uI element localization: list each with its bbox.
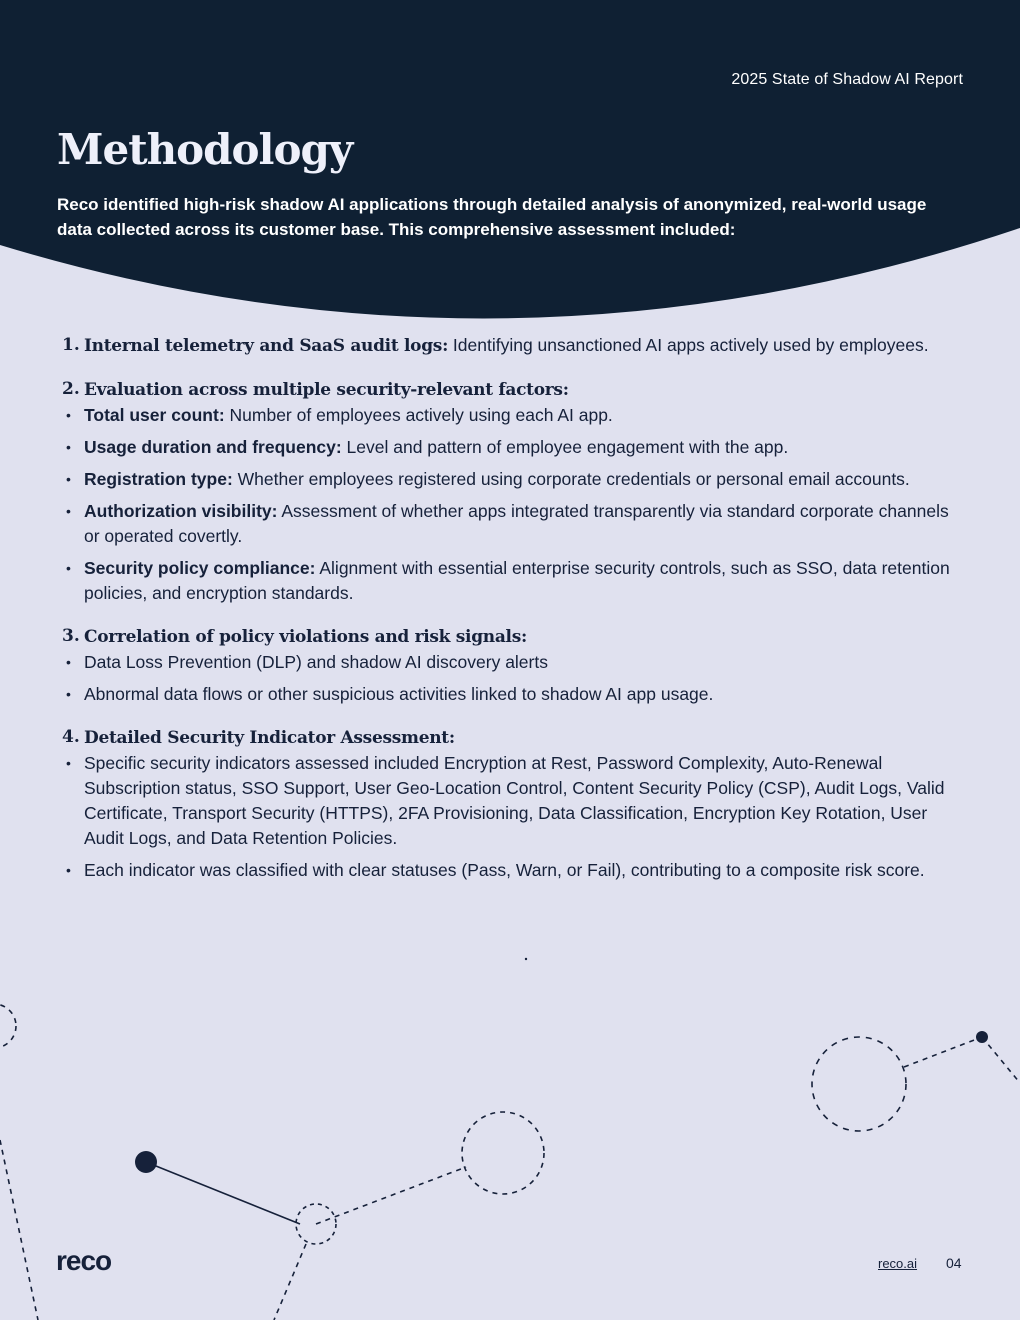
section-title: Evaluation across multiple security-relevant factors: — [84, 380, 569, 400]
dashed-circle-right — [812, 1037, 906, 1131]
bullet-icon: • — [66, 755, 71, 771]
section-title: Detailed Security Indicator Assessment: — [84, 728, 455, 748]
dashed-circle-left-edge — [0, 1004, 16, 1048]
list-item — [62, 751, 967, 851]
solid-node — [135, 1151, 157, 1173]
list-item — [62, 556, 967, 606]
bullet-icon: • — [66, 560, 71, 576]
footer-link[interactable]: reco.ai — [878, 1256, 918, 1271]
bullet-icon: • — [66, 654, 71, 670]
bullet-list — [62, 650, 967, 707]
dashed-circle-medium — [462, 1112, 544, 1194]
methodology-list — [62, 333, 967, 901]
bullet-icon: • — [66, 686, 71, 702]
section-header — [62, 377, 967, 403]
section-2 — [62, 377, 967, 606]
dashed-line-down — [274, 1244, 306, 1320]
list-item — [62, 467, 967, 492]
section-1 — [62, 333, 967, 359]
bullet-text: Whether employees registered using corporate credentials or personal email accounts. — [232, 469, 910, 489]
section-header — [62, 725, 967, 751]
page-title: Methodology — [57, 125, 353, 174]
bullet-label: Usage duration and frequency: — [84, 437, 342, 457]
bullet-label: Security policy compliance: — [84, 558, 316, 578]
section-3 — [62, 624, 967, 707]
bullet-text: Level and pattern of employee engagement with the app. — [341, 437, 789, 457]
bullet-text: Alignment with essential enterprise security controls, such as SSO, data retention policies, and encryption standards. — [84, 558, 950, 603]
section-number: 3. — [62, 626, 80, 646]
bullet-text: Number of employees actively using each AI app. — [224, 405, 613, 425]
list-item — [62, 435, 967, 460]
bullet-label: Authorization visibility: — [84, 501, 278, 521]
solid-connector — [146, 1162, 300, 1224]
bullet-icon: • — [66, 471, 71, 487]
section-title: Internal telemetry and SaaS audit logs: — [84, 336, 449, 356]
section-number: 4. — [62, 727, 80, 747]
bullet-list — [62, 751, 967, 883]
bullet-label: Total user count: — [84, 405, 225, 425]
bullet-icon: • — [66, 439, 71, 455]
bullet-icon: • — [66, 407, 71, 423]
report-title: 2025 State of Shadow AI Report — [731, 71, 963, 88]
section-4 — [62, 725, 967, 883]
page-number: 04 — [946, 1255, 962, 1271]
bullet-list — [62, 403, 967, 606]
dashed-circle-small — [296, 1204, 336, 1244]
list-item — [62, 403, 967, 428]
dashed-line-left-edge — [0, 1140, 38, 1320]
section-number: 2. — [62, 379, 80, 399]
list-item — [62, 499, 967, 549]
section-number: 1. — [62, 335, 80, 355]
bullet-text: Abnormal data flows or other suspicious activities linked to shadow AI app usage. — [84, 684, 714, 704]
solid-node-right — [976, 1031, 988, 1043]
bullet-text: Data Loss Prevention (DLP) and shadow AI discovery alerts — [84, 652, 548, 672]
list-item — [62, 858, 967, 883]
list-item — [62, 650, 967, 675]
bullet-text: Assessment of whether apps integrated transparently via standard corporate channels or operated covertly. — [84, 501, 949, 546]
bullet-icon: • — [66, 862, 71, 878]
intro-paragraph: Reco identified high-risk shadow AI applications through detailed analysis of anonymized, real-world usage data collected across its customer base. This comprehensive assessment included: — [57, 195, 927, 239]
dashed-connector-right — [904, 1037, 982, 1067]
bullet-text: Each indicator was classified with clear statuses (Pass, Warn, or Fail), contributing to a composite risk score. — [84, 860, 925, 880]
dashed-line-right-edge — [982, 1037, 1020, 1083]
bullet-icon: • — [66, 503, 71, 519]
reco-logo: reco — [56, 1245, 112, 1276]
section-text: Identifying unsanctioned AI apps actively used by employees. — [448, 335, 929, 355]
stray-dot — [525, 958, 527, 960]
dashed-connector — [316, 1167, 466, 1224]
section-header — [62, 333, 967, 359]
section-header — [62, 624, 967, 650]
list-item — [62, 682, 967, 707]
bullet-label: Registration type: — [84, 469, 233, 489]
bullet-text: Specific security indicators assessed included Encryption at Rest, Password Complexity, Auto-Renewal Subscription status, SSO Support, User Geo-Location Control, Content Security Policy (CSP), Audit Logs, Valid Certificate, Transport Security (HTTPS), 2FA Provisioning, Data Classification, Encryption Key Rotation, User Audit Logs, and Data Retention Policies. — [84, 753, 945, 848]
section-title: Correlation of policy violations and risk signals: — [84, 627, 527, 647]
